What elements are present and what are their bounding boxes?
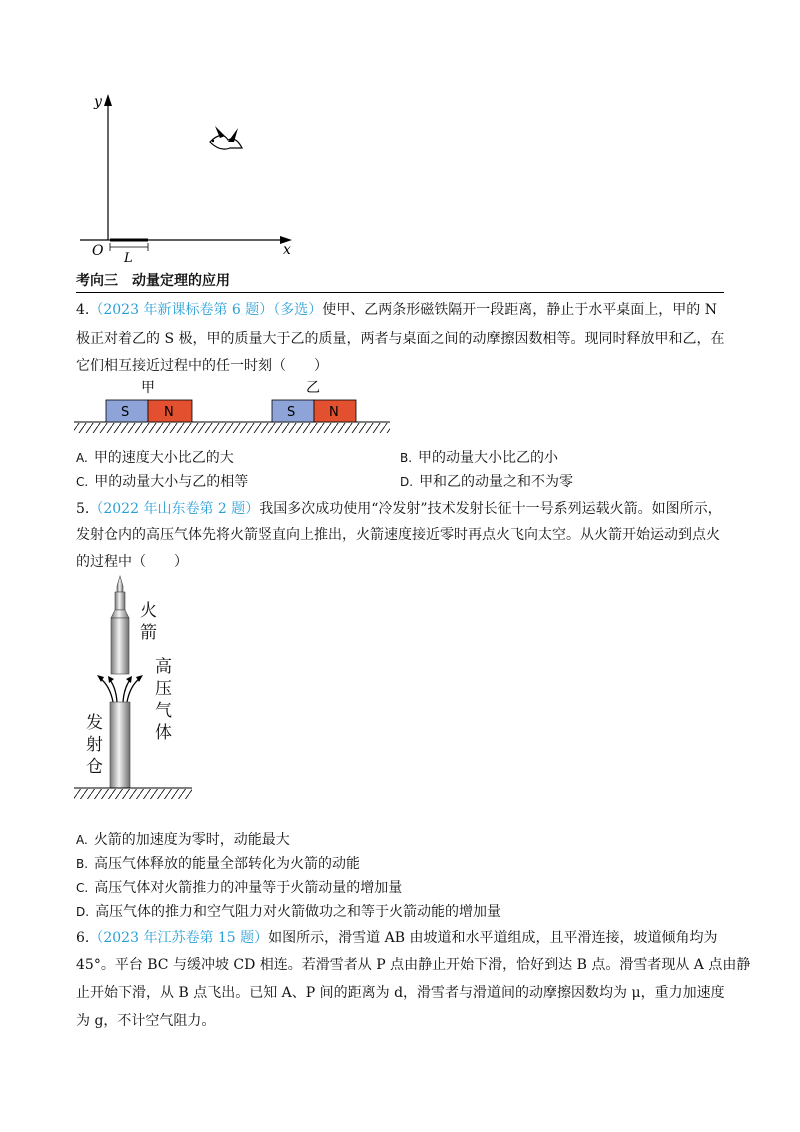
bird-icon — [210, 126, 242, 149]
q5-line1 — [76, 499, 722, 519]
q4-option-b: B. 甲的动量大小比乙的小 — [400, 450, 559, 466]
q5-option-c: C. 高压气体对火箭推力的冲量等于火箭动量的增加量 — [76, 880, 403, 896]
heading-divider — [76, 292, 724, 293]
label-launch-silo: 发 射 仓 — [86, 713, 103, 777]
origin-label: O — [92, 243, 104, 259]
q4-line3: 它们相互接近过程中的任一时刻（ ） — [76, 358, 328, 374]
figure-magnets — [70, 376, 400, 438]
figure-axes-bird — [70, 90, 310, 265]
q5-number: 5. — [76, 501, 90, 517]
q4-source: （2023 年新课标卷第 6 题）（多选） — [89, 302, 323, 318]
label-rocket: 火 箭 — [140, 601, 157, 643]
pole-label-n-right: N — [329, 405, 339, 420]
y-axis-label: y — [94, 94, 102, 110]
pole-label-s-left: S — [121, 405, 130, 420]
label-high-pressure-gas: 高 压 气 体 — [155, 657, 172, 743]
magnet-right-label: 乙 — [306, 380, 320, 396]
q6-source: （2023 年江苏卷第 15 题） — [89, 930, 269, 946]
q5-option-b: B. 高压气体释放的能量全部转化为火箭的动能 — [76, 856, 361, 872]
length-label: L — [124, 251, 133, 265]
gas-arrows-icon — [100, 678, 140, 702]
q6-line4: 为 g，不计空气阻力。 — [76, 1013, 216, 1029]
x-axis-label: x — [283, 242, 291, 258]
q5-text-1: 我国多次成功使用“冷发射”技术发射长征十一号系列运载火箭。如图所示， — [259, 501, 722, 517]
q6-line2: 45°。平台 BC 与缓冲坡 CD 相连。若滑雪者从 P 点由静止开始下滑，恰好到达 B 点。滑雪者现从 A 点由静 — [76, 957, 751, 973]
magnet-left-label: 甲 — [141, 380, 155, 396]
q4-option-c: C. 甲的动量大小与乙的相等 — [76, 474, 249, 490]
q6-line3: 止开始下滑，从 B 点飞出。已知 A、P 间的距离为 d，滑雪者与滑道间的动摩擦因数均为 μ，重力加速度 — [76, 985, 725, 1001]
q5-line2: 发射仓内的高压气体先将火箭竖直向上推出，火箭速度接近零时再点火飞向太空。从火箭开始运动到点火 — [76, 527, 720, 543]
q6-line1 — [76, 928, 717, 948]
rocket-icon — [111, 576, 129, 674]
q6-number: 6. — [76, 930, 90, 946]
q5-line3: 的过程中（ ） — [76, 554, 188, 570]
q6-text-1: 如图所示，滑雪道 AB 由坡道和水平道组成，且平滑连接，坡道倾角均为 — [268, 930, 718, 946]
q5-option-a: A. 火箭的加速度为零时，动能最大 — [76, 832, 290, 848]
q4-text-1: 使甲、乙两条形磁铁隔开一段距离，静止于水平桌面上，甲的 N — [322, 302, 717, 318]
launch-silo — [110, 702, 130, 788]
q4-line2: 极正对着乙的 S 极，甲的质量大于乙的质量，两者与桌面之间的动摩擦因数相等。现同时释放甲和乙，在 — [76, 331, 725, 347]
q5-option-d: D. 高压气体的推力和空气阻力对火箭做功之和等于火箭动能的增加量 — [76, 904, 502, 920]
section-heading: 考向三 动量定理的应用 — [76, 273, 230, 289]
q4-line1 — [76, 300, 717, 320]
q4-number: 4. — [76, 302, 90, 318]
q4-option-a: A. 甲的速度大小比乙的大 — [76, 450, 234, 466]
q4-option-d: D. 甲和乙的动量之和不为零 — [400, 474, 574, 490]
pole-label-n-left: N — [164, 405, 174, 420]
pole-label-s-right: S — [287, 405, 296, 420]
q5-source: （2022 年山东卷第 2 题） — [89, 501, 260, 517]
